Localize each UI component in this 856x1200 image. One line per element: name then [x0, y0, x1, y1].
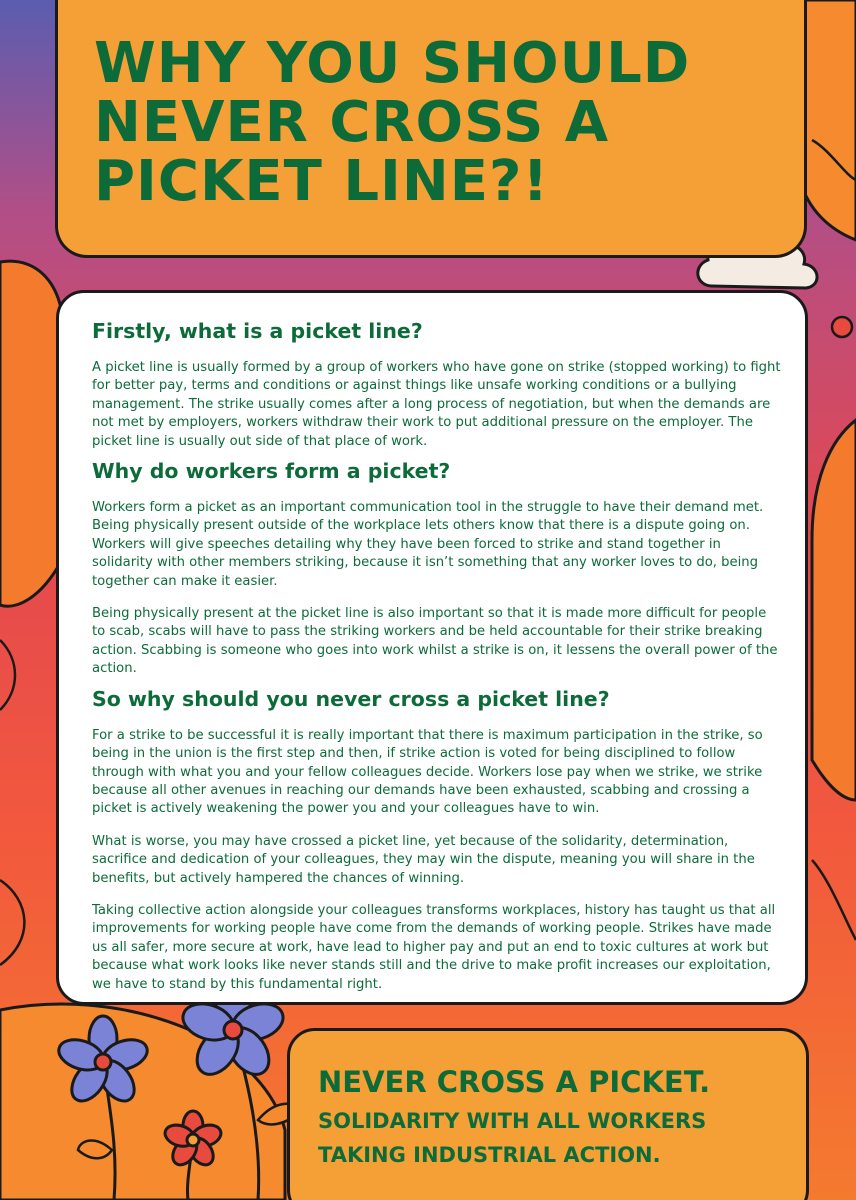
red-dot — [832, 317, 852, 337]
content-body — [92, 317, 782, 1008]
wave-line-1 — [0, 640, 15, 710]
section-paragraph: Workers form a picket as an important communication tool in the struggle to have their demand met. Being physically present outside of the workplace lets others know that there is a dispute going on. Workers will give speeches detailing why they have been forced to strike and stand together in solidarity with other members striking, because it isn’t something that any worker loves to do, being together can make it easier. — [92, 500, 764, 589]
footer-slogan: NEVER CROSS A PICKET. — [318, 1065, 711, 1099]
section-paragraph: What is worse, you may have crossed a picket line, yet because of the solidarity, determination, sacrifice and dedication of your colleagues, they may win the dispute, meaning you will share in the benefits, but actively hampered the chances of winning. — [92, 833, 755, 886]
footer-tagline: SOLIDARITY WITH ALL WORKERS TAKING INDUSTRIAL ACTION. — [318, 1109, 707, 1167]
section-heading: So why should you never cross a picket line? — [92, 686, 610, 711]
section-paragraph: For a strike to be successful it is really important that there is maximum participation in the strike, so being in the union is the first step and then, if strike action is voted for being disciplined to follow through with what you and your fellow colleagues decide. Workers lose pay when we strike, we strike because all other avenues in reaching our demands have been exhausted, scabbing and crossing a picket is actively weakening the power you and your colleagues have to win. — [92, 727, 763, 817]
wave-line-2 — [0, 880, 24, 965]
section-heading: Firstly, what is a picket line? — [92, 319, 423, 343]
blob-left-middle — [0, 261, 63, 606]
section-heading: Why do workers form a picket? — [92, 459, 451, 484]
wave-line-4 — [812, 860, 856, 940]
section-paragraph: Being physically present at the picket line is also important so that it is made more difficult for people to scab, scabs will have to pass the striking workers and be held accountable for their strike breaking action. Scabbing is someone who goes into work whilst a strike is on, it lessens the overall power of the action. — [92, 606, 778, 677]
footer-panel — [287, 1028, 809, 1200]
section-paragraph: A picket line is usually formed by a group of workers who have gone on strike (stopped working) to fight for better pay, terms and conditions or against things like unsafe working conditions or a bullying management. The strike usually comes after a long process of negotiation, but when the demands are not met by employers, workers withdraw their work to put additional pressure on the employer. The picket line is usually out side of that place of work. — [92, 360, 781, 449]
page-title: WHY YOU SHOULD NEVER CROSS A PICKET LINE?! — [94, 31, 691, 214]
title-panel — [55, 0, 807, 258]
content-panel — [56, 290, 808, 1005]
blob-right-middle — [812, 420, 856, 800]
section-paragraph: Taking collective action alongside your colleagues transforms workplaces, history has taught us that all improvements for working people have come from the demands of working people. Strikes have made us all safer, more secure at work, have lead to higher pay and put an end to toxic cultures at work but because what work looks like never stands still and the drive to make profit increases our exploitation, we have to stand by this fundamental right. — [92, 902, 776, 992]
blob-top-right — [800, 0, 856, 240]
